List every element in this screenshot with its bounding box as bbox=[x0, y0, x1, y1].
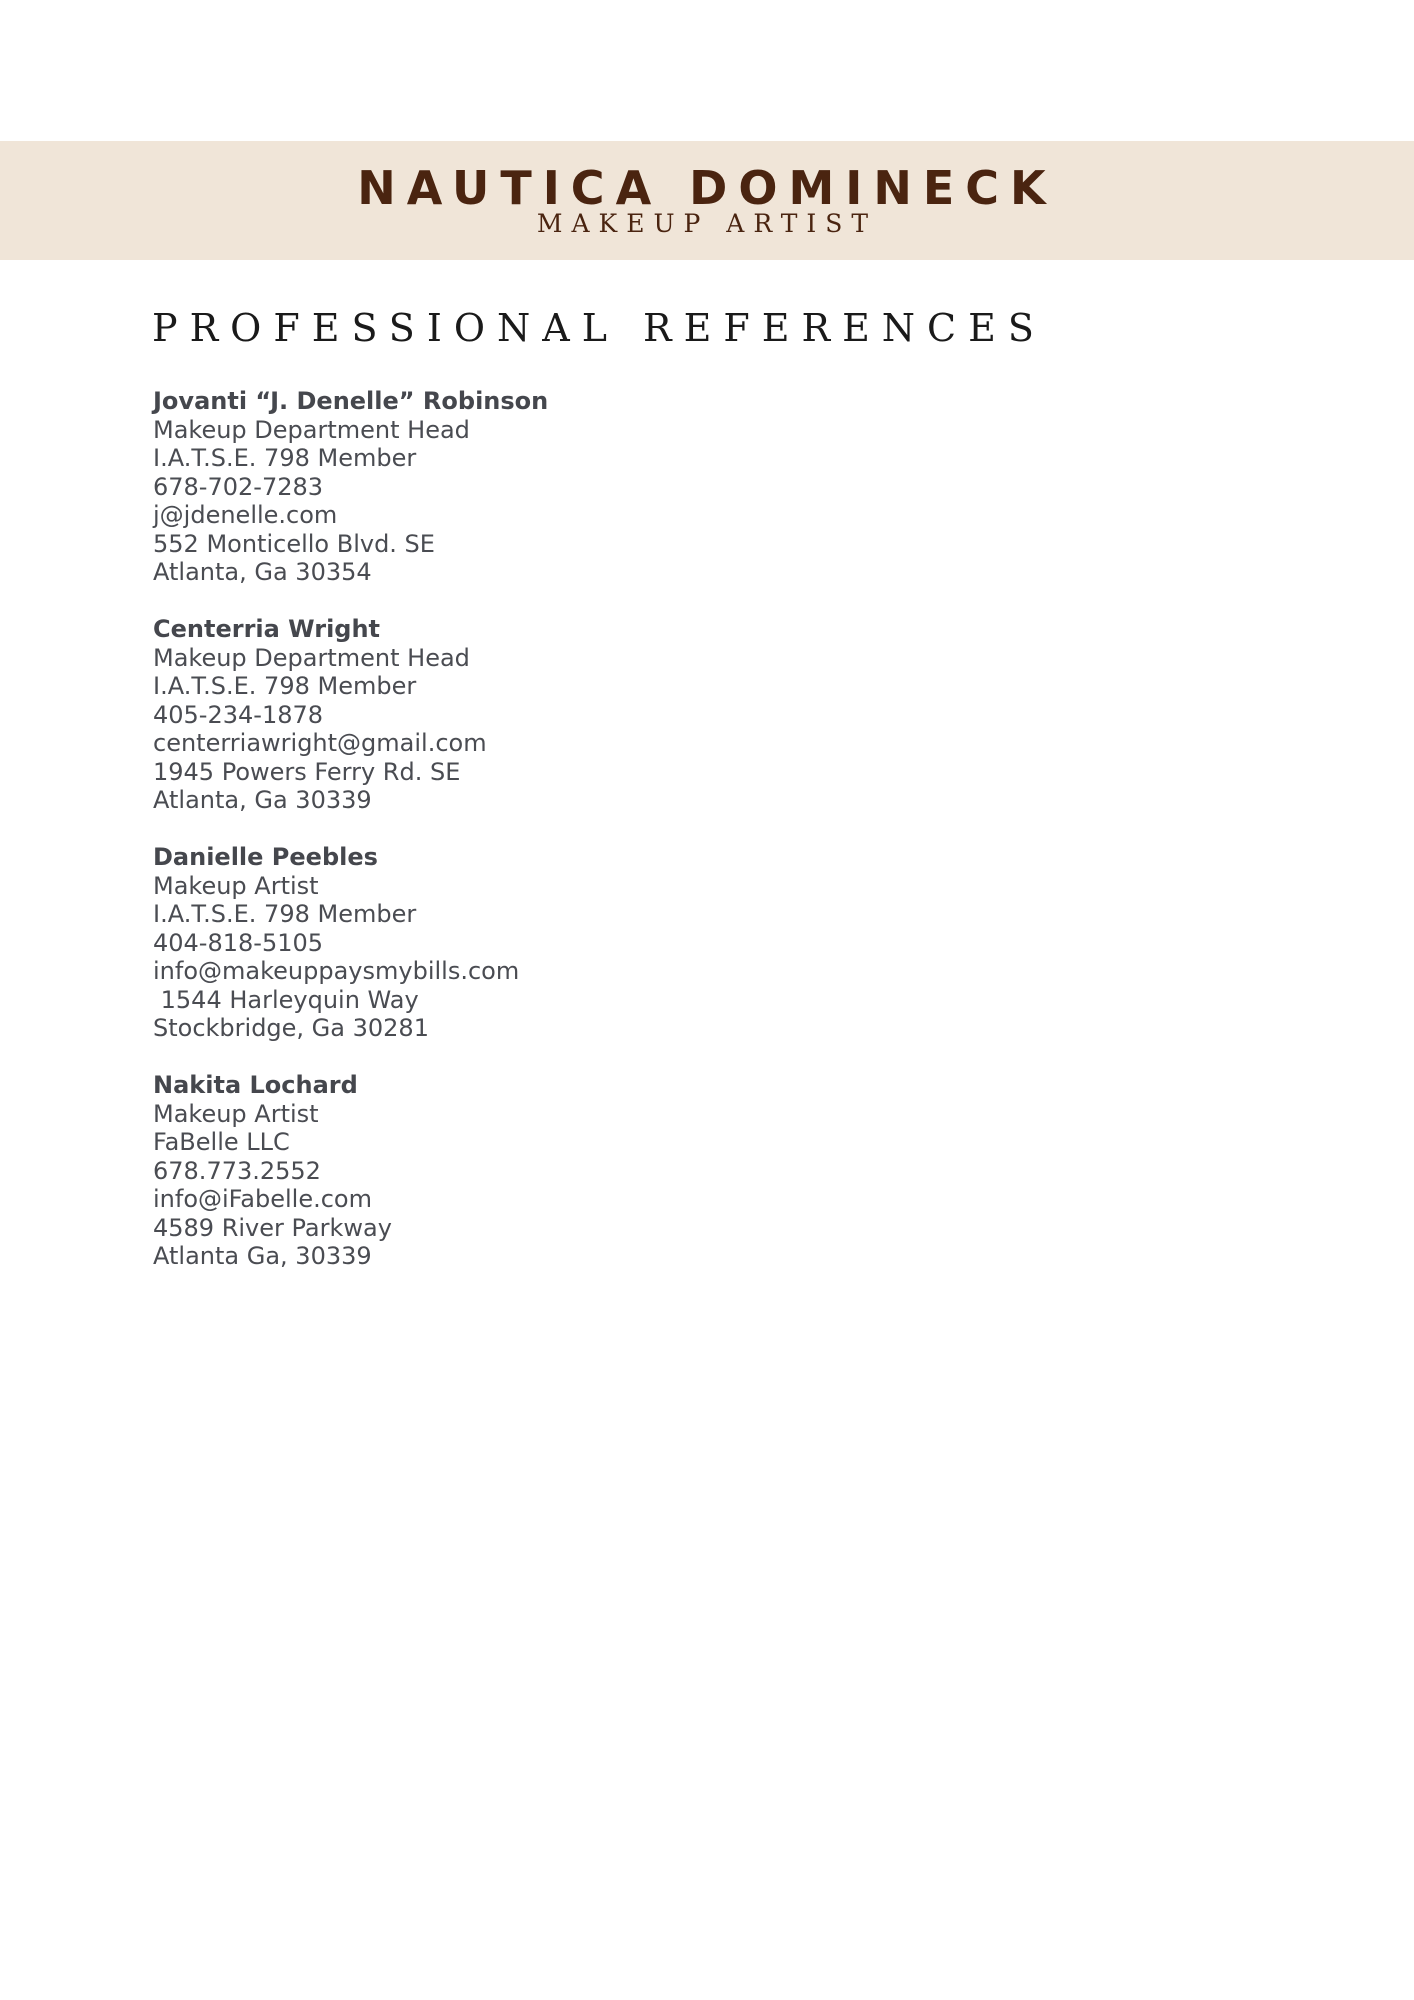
reference-affiliation: I.A.T.S.E. 798 Member bbox=[153, 900, 417, 928]
reference-city: Atlanta, Ga 30354 bbox=[153, 558, 372, 586]
reference-name: Jovanti “J. Denelle” Robinson bbox=[153, 387, 549, 415]
reference-phone: 404-818-5105 bbox=[153, 928, 324, 957]
reference-role: Makeup Artist bbox=[153, 1099, 319, 1128]
reference-role: Makeup Department Head bbox=[153, 415, 470, 444]
artist-name: NAUTICA DOMINECK bbox=[357, 161, 1057, 215]
reference-street: 4589 River Parkway bbox=[153, 1213, 392, 1242]
section-heading: PROFESSIONAL REFERENCES bbox=[152, 306, 1046, 350]
reference-email: info@makeuppaysmybills.com bbox=[153, 957, 520, 985]
reference-name: Centerria Wright bbox=[153, 615, 381, 643]
reference-city: Atlanta, Ga 30339 bbox=[153, 786, 372, 814]
reference-role: Makeup Artist bbox=[153, 871, 319, 900]
reference-street: 1945 Powers Ferry Rd. SE bbox=[153, 757, 461, 786]
reference-role: Makeup Department Head bbox=[153, 643, 470, 672]
reference-city: Atlanta Ga, 30339 bbox=[153, 1242, 372, 1270]
reference-affiliation: FaBelle LLC bbox=[153, 1128, 290, 1156]
reference-block bbox=[153, 1071, 853, 1271]
reference-city: Stockbridge, Ga 30281 bbox=[153, 1014, 429, 1042]
reference-block bbox=[153, 843, 853, 1043]
reference-name: Danielle Peebles bbox=[153, 843, 378, 871]
reference-phone: 678-702-7283 bbox=[153, 472, 324, 501]
reference-email: info@iFabelle.com bbox=[153, 1185, 372, 1213]
reference-block bbox=[153, 387, 853, 587]
reference-phone: 405-234-1878 bbox=[153, 700, 324, 729]
artist-title: MAKEUP ARTIST bbox=[536, 209, 878, 238]
reference-affiliation: I.A.T.S.E. 798 Member bbox=[153, 444, 417, 472]
reference-email: j@jdenelle.com bbox=[153, 501, 338, 529]
reference-name: Nakita Lochard bbox=[153, 1071, 358, 1099]
reference-street: 552 Monticello Blvd. SE bbox=[153, 529, 435, 558]
reference-phone: 678.773.2552 bbox=[153, 1156, 321, 1185]
reference-street: 1544 Harleyquin Way bbox=[153, 985, 419, 1014]
reference-affiliation: I.A.T.S.E. 798 Member bbox=[153, 672, 417, 700]
reference-block bbox=[153, 615, 853, 815]
reference-email: centerriawright@gmail.com bbox=[153, 729, 487, 757]
